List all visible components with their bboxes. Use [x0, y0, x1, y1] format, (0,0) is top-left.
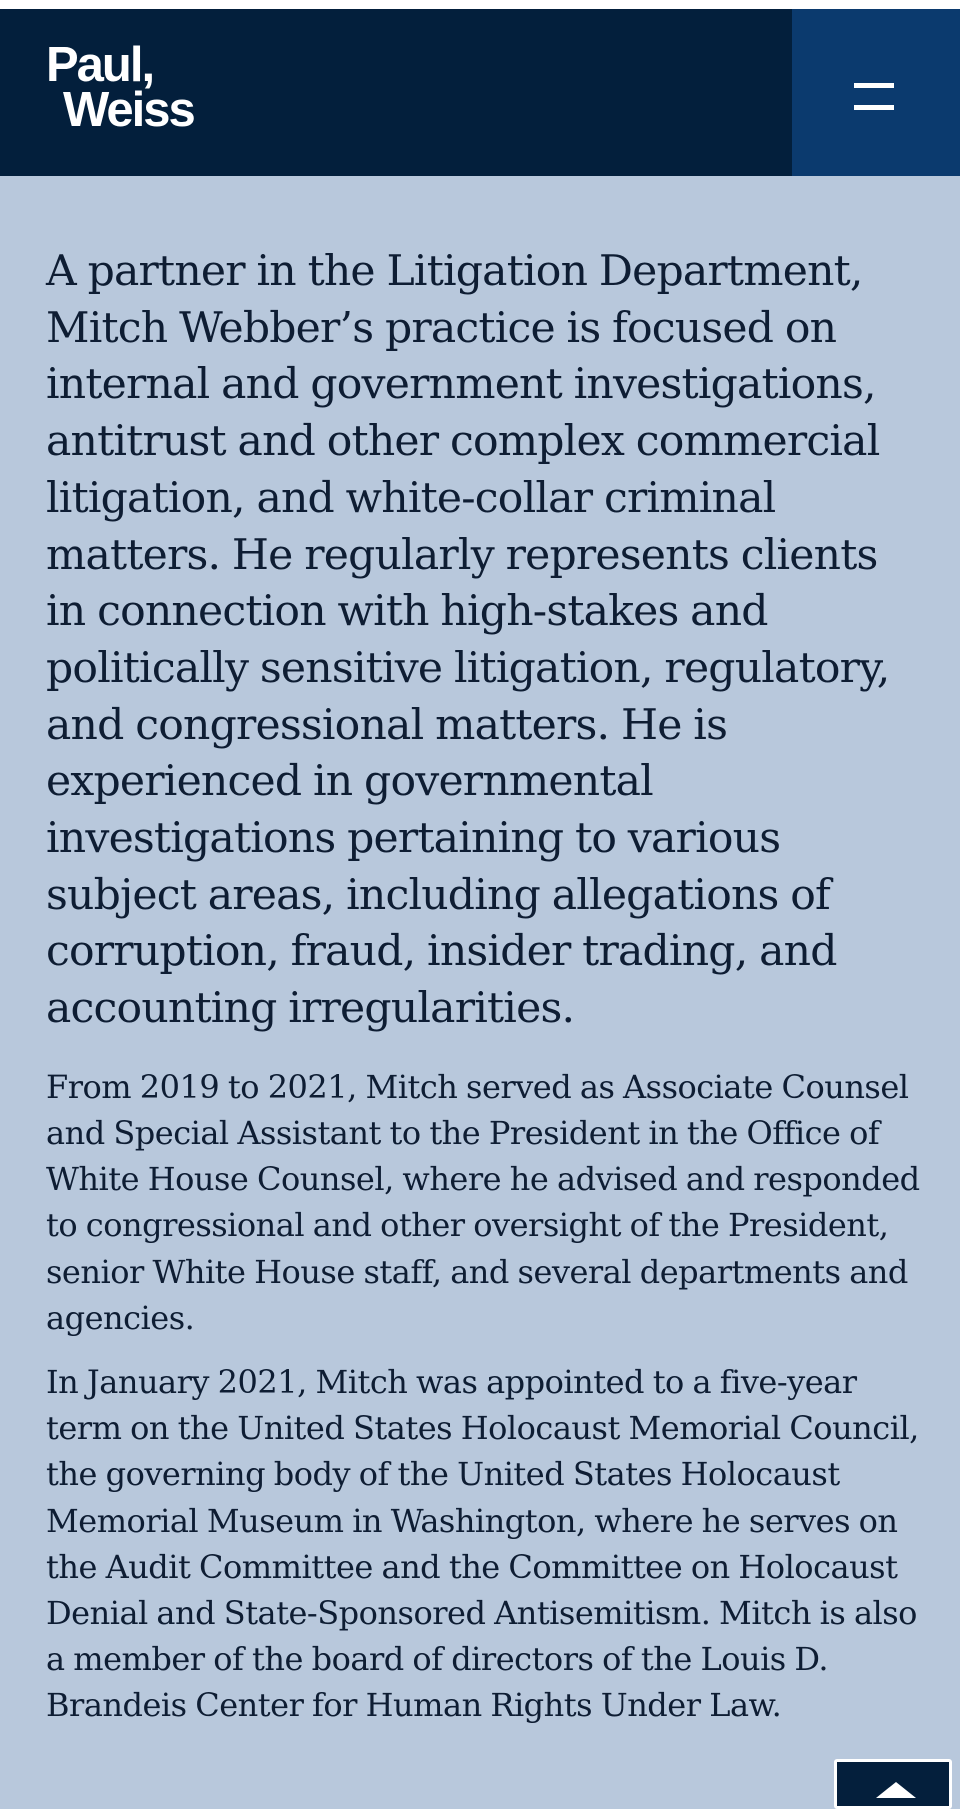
bio-paragraph: In January 2021, Mitch was appointed to a five-year term on the United States Holocaust Memorial Council, the governing body of the United States Holocaust Memorial Museum in Washington, where he serves on the Audit Committee and the Committee on Holocaust Denial and State-Sponsored Antisemitism. Mitch is also a member of the board of directors of the Louis D. Brandeis Center for Human Rights Under Law. — [46, 1363, 919, 1725]
menu-button[interactable] — [792, 9, 960, 176]
logo-line-1: Paul, — [46, 38, 154, 92]
chevron-up-icon — [876, 1782, 916, 1798]
bio-content — [46, 244, 926, 1729]
site-header — [0, 9, 960, 176]
bio-lead-paragraph: A partner in the Litigation Department, Mitch Webber’s practice is focused on internal and government investigations, antitrust and other complex commercial litigation, and white-collar criminal matters. He regularly represents clients in connection with high-stakes and politically sensitive litigation, regulatory, and congressional matters. He is experienced in governmental investigations pertaining to various subject areas, including allegations of corruption, fraud, insider trading, and accounting irregularities. — [46, 247, 890, 1034]
back-to-top-button[interactable] — [834, 1759, 952, 1809]
bio-paragraph: From 2019 to 2021, Mitch served as Associate Counsel and Special Assistant to the President in the Office of White House Counsel, where he advised and responded to congressional and other oversight of the President, senior White House staff, and several departments and agencies. — [46, 1067, 920, 1337]
hamburger-menu-icon — [854, 83, 894, 88]
top-strip — [0, 0, 960, 9]
logo-line-2: Weiss — [63, 83, 194, 137]
hamburger-menu-icon-bar — [854, 105, 894, 110]
paul-weiss-logo[interactable] — [46, 38, 194, 137]
